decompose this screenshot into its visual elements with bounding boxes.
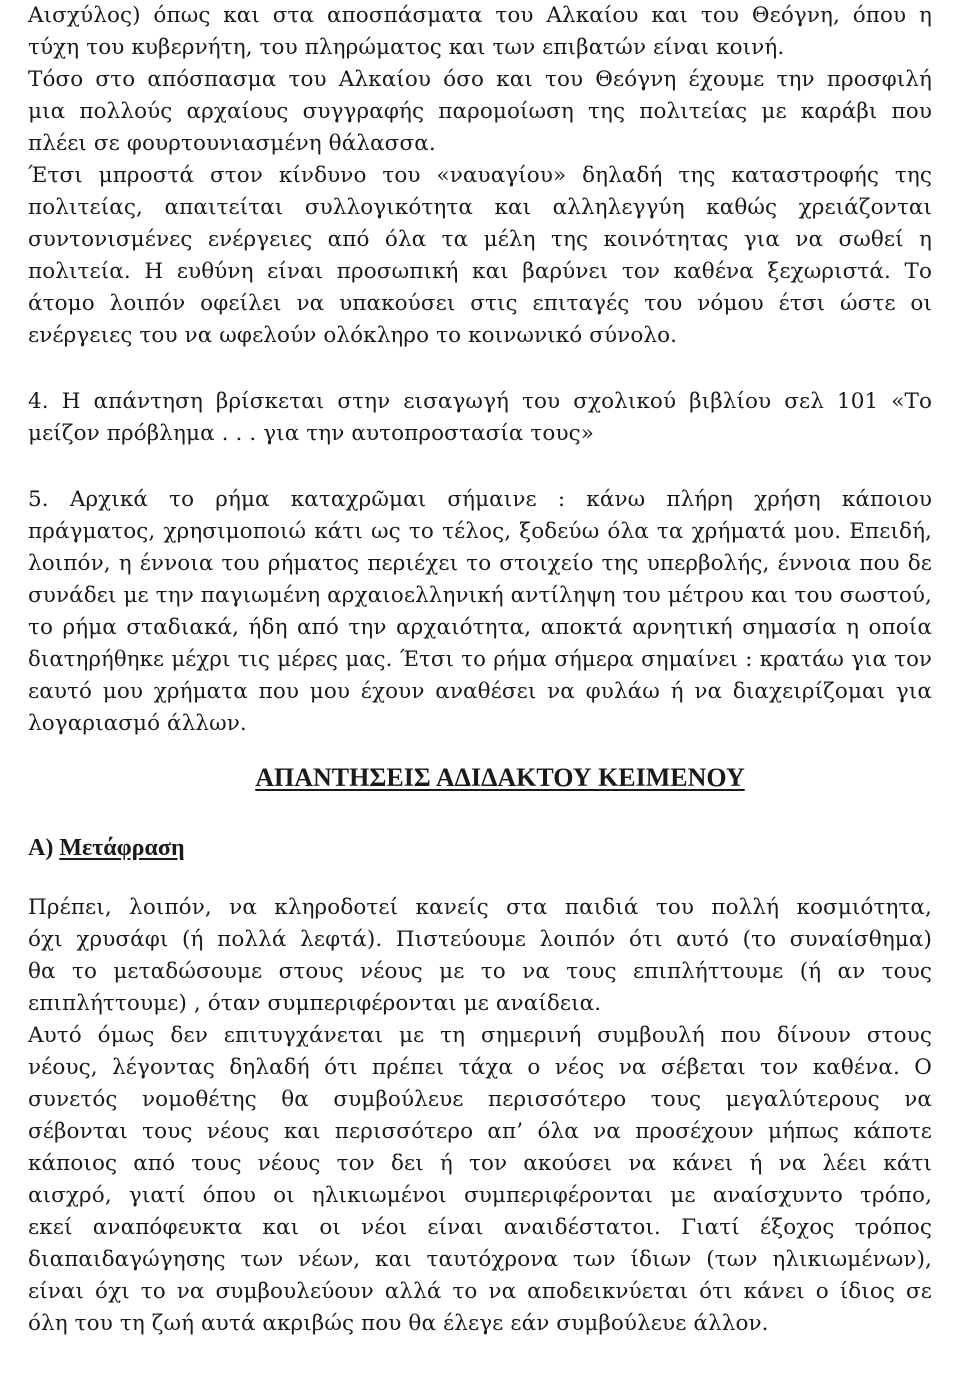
text-line: πολιτείας, απαιτείται συλλογικότητα και αλληλεγγύη καθώς χρειάζονται (28, 195, 932, 220)
continuation-paragraph (28, 0, 932, 352)
text-line: θα το μεταδώσουμε στους νέους με το να τους επιπλήττουμε (ή αν τους (28, 959, 932, 984)
answer-4-paragraph (28, 386, 932, 450)
text-line: συνετός νομοθέτης θα συμβούλευε περισσότερο τους μεγαλύτερους να (28, 1087, 932, 1112)
text-line: αισχρό, γιατί όπου οι ηλικιωμένοι συμπεριφέρονται με αναίσχυντο τρόπο, (28, 1183, 932, 1208)
text-line: εκεί αναπόφευκτα και οι νέοι είναι αναιδέστατοι. Γιατί έξοχος τρόπος (28, 1215, 932, 1240)
text-line: Πρέπει, λοιπόν, να κληροδοτεί κανείς στα παιδιά του πολλή κοσμιότητα, (28, 895, 932, 920)
subsection-prefix: Α) (28, 835, 60, 861)
text-line: πολιτεία. Η ευθύνη είναι προσωπική και βαρύνει τον καθένα ξεχωριστά. Το (28, 259, 932, 284)
text-line: επιπλήττουμε) , όταν συμπεριφέρονται με αναίδεια. (28, 991, 602, 1016)
text-line: ενέργειες του να ωφελούν ολόκληρο το κοινωνικό σύνολο. (28, 323, 678, 348)
text-line: όχι χρυσάφι (ή πολλά λεφτά). Πιστεύουμε λοιπόν ότι αυτό (το συναίσθημα) (28, 927, 932, 952)
text-line: Αισχύλος) όπως και στα αποσπάσματα του Αλκαίου και του Θεόγνη, όπου η (28, 3, 932, 28)
text-line: συνάδει με την παγιωμένη αρχαιοελληνική αντίληψη του μέτρου και του σωστού, (28, 583, 932, 608)
spacer (28, 352, 932, 386)
text-line: όλη του τη ζωή αυτά ακριβώς που θα έλεγε εάν συμβούλευε άλλον. (28, 1311, 769, 1336)
text-line: το ρήμα σταδιακά, ήδη από την αρχαιότητα, αποκτά αρνητική σημασία η οποία (28, 615, 932, 640)
text-line: λογαριασμό άλλων. (28, 711, 247, 736)
text-line: 4. Η απάντηση βρίσκεται στην εισαγωγή του σχολικού βιβλίου σελ 101 «Το (28, 389, 932, 414)
text-line: Τόσο στο απόσπασμα του Αλκαίου όσο και του Θεόγνη έχουμε την προσφιλή (28, 67, 932, 92)
text-line: μείζον πρόβλημα . . . για την αυτοπροστασία τους» (28, 421, 595, 446)
translation-paragraph (28, 892, 932, 1340)
section-heading: ΑΠΑΝΤΗΣΕΙΣ ΑΔΙΔΑΚΤΟΥ ΚΕΙΜΕΝΟΥ (255, 763, 745, 792)
document-page (28, 0, 932, 1340)
text-line: 5. Αρχικά το ρήμα καταχρῶμαι σήμαινε : κάνω πλήρη χρήση κάποιου (28, 487, 932, 512)
text-line: Αυτό όμως δεν επιτυγχάνεται με τη σημερινή συμβουλή που δίνουν στους (28, 1023, 932, 1048)
text-line: τύχη του κυβερνήτη, του πληρώματος και των επιβατών είναι κοινή. (28, 35, 785, 60)
text-line: πλέει σε φουρτουνιασμένη θάλασσα. (28, 131, 436, 156)
text-line: διατηρήθηκε μέχρι τις μέρες μας. Έτσι το ρήμα σήμερα σημαίνει : κρατάω για τον (28, 647, 932, 672)
text-line: συντονισμένες ενέργειες από όλα τα μέλη της κοινότητας για να σωθεί η (28, 227, 932, 252)
subsection-title: Μετάφραση (59, 835, 185, 861)
text-line: λοιπόν, η έννοια του ρήματος περιέχει το στοιχείο της υπερβολής, έννοια που δε (28, 551, 932, 576)
text-line: άτομο λοιπόν οφείλει να υπακούσει στις επιταγές του νόμου έτσι ώστε οι (28, 291, 932, 316)
text-line: σέβονται τους νέους και περισσότερο απ’ όλα να προσέχουν μήπως κάποτε (28, 1119, 932, 1144)
text-line: είναι όχι το να συμβουλεύουν αλλά το να αποδεικνύεται ότι κάνει ο ίδιος σε (28, 1279, 932, 1304)
text-line: κάποιος από τους νέους τον δει ή τον ακούσει να κάνει ή να λέει κάτι (28, 1151, 932, 1176)
spacer (28, 450, 932, 484)
text-line: διαπαιδαγώγησης των νέων, και ταυτόχρονα των ίδιων (των ηλικιωμένων), (28, 1247, 932, 1272)
text-line: πράγματος, χρησιμοποιώ κάτι ως το τέλος, ξοδεύω όλα τα χρήματά μου. Επειδή, (28, 519, 932, 544)
answer-5-paragraph (28, 484, 932, 740)
text-line: εαυτό μου χρήματα που μου έχουν αναθέσει να φυλάω ή να διαχειρίζομαι για (28, 679, 932, 704)
spacer (28, 866, 932, 892)
text-line: Έτσι μπροστά στον κίνδυνο του «ναυαγίου» δηλαδή της καταστροφής της (28, 163, 932, 188)
text-line: νέους, λέγοντας δηλαδή ότι πρέπει τάχα ο νέος να σέβεται τον καθένα. Ο (28, 1055, 932, 1080)
subsection-heading (28, 830, 932, 866)
text-line: μια πολλούς αρχαίους συγγραφής παρομοίωση της πολιτείας με καράβι που (28, 99, 932, 124)
